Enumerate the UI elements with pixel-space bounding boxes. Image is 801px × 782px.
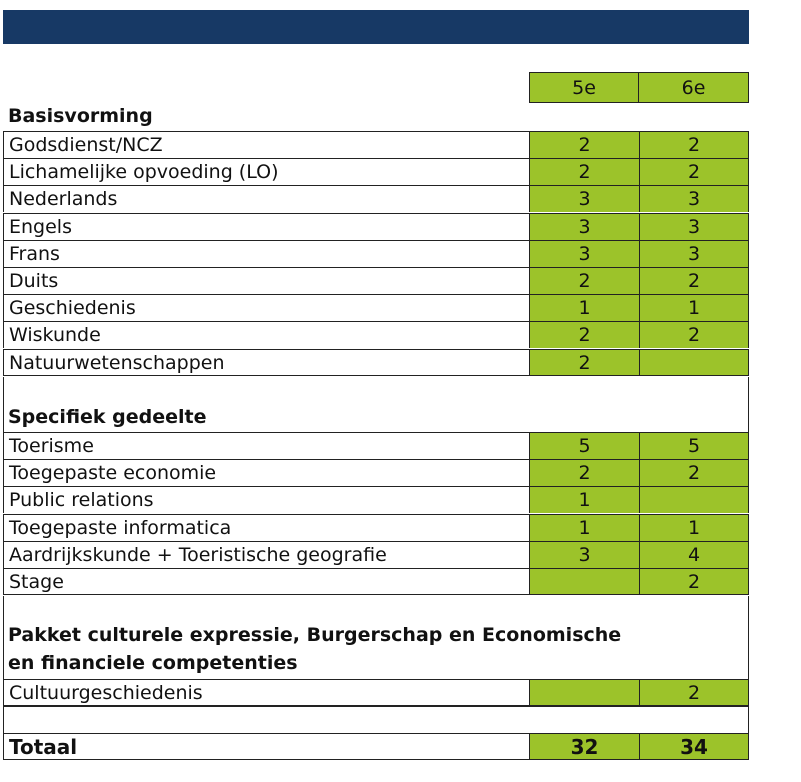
hours-6e: 2 xyxy=(639,679,749,706)
hours-5e: 2 xyxy=(529,267,639,294)
hours-6e: 3 xyxy=(639,213,749,240)
hours-6e: 1 xyxy=(639,514,749,541)
subject-label: Frans xyxy=(3,240,529,267)
subject-label: Engels xyxy=(3,213,529,240)
total-6e: 34 xyxy=(639,733,749,760)
hours-5e: 1 xyxy=(529,294,639,321)
subject-label: Wiskunde xyxy=(3,321,529,348)
hours-6e: 3 xyxy=(639,240,749,267)
section-title-pakket-line2: en financiele competenties xyxy=(8,652,298,674)
hours-6e: 2 xyxy=(639,158,749,185)
table-row xyxy=(3,568,749,595)
hours-6e: 1 xyxy=(639,294,749,321)
subject-label: Cultuurgeschiedenis xyxy=(3,679,529,706)
hours-6e: 2 xyxy=(639,321,749,348)
subject-label: Stage xyxy=(3,568,529,595)
table-row xyxy=(3,213,749,240)
hours-5e xyxy=(529,679,639,706)
table-row xyxy=(3,541,749,568)
hours-5e: 3 xyxy=(529,541,639,568)
column-header-6e: 6e xyxy=(638,72,749,103)
hours-6e: 2 xyxy=(639,267,749,294)
subject-label: Public relations xyxy=(3,486,529,513)
hours-6e: 5 xyxy=(639,432,749,459)
hours-5e: 5 xyxy=(529,432,639,459)
subject-label: Toerisme xyxy=(3,432,529,459)
subject-label: Aardrijkskunde + Toeristische geografie xyxy=(3,541,529,568)
hours-6e: 3 xyxy=(639,185,749,212)
subject-label: Natuurwetenschappen xyxy=(3,349,529,376)
table-row xyxy=(3,158,749,185)
hours-6e: 2 xyxy=(639,459,749,486)
subject-label: Toegepaste economie xyxy=(3,459,529,486)
hours-6e: 2 xyxy=(639,568,749,595)
hours-5e: 3 xyxy=(529,240,639,267)
section-title-specifiek: Specifiek gedeelte xyxy=(8,406,207,428)
subject-label: Geschiedenis xyxy=(3,294,529,321)
empty-row xyxy=(3,706,749,734)
hours-5e: 2 xyxy=(529,349,639,376)
hours-5e: 2 xyxy=(529,131,639,158)
table-row xyxy=(3,514,749,541)
hours-5e: 2 xyxy=(529,459,639,486)
hours-5e: 1 xyxy=(529,514,639,541)
subject-label: Godsdienst/NCZ xyxy=(3,131,529,158)
hours-5e: 2 xyxy=(529,158,639,185)
subject-label: Lichamelijke opvoeding (LO) xyxy=(3,158,529,185)
table-row xyxy=(3,294,749,321)
subject-label: Toegepaste informatica xyxy=(3,514,529,541)
table-row xyxy=(3,679,749,706)
table-row xyxy=(3,486,749,513)
hours-6e xyxy=(639,486,749,513)
header-banner xyxy=(3,10,749,44)
hours-6e xyxy=(639,349,749,376)
table-row xyxy=(3,432,749,459)
total-label: Totaal xyxy=(3,733,529,760)
table-row xyxy=(3,459,749,486)
table-row xyxy=(3,185,749,212)
hours-6e: 4 xyxy=(639,541,749,568)
section-title-basisvorming: Basisvorming xyxy=(8,105,153,127)
table-row xyxy=(3,267,749,294)
hours-5e: 3 xyxy=(529,213,639,240)
subject-label: Nederlands xyxy=(3,185,529,212)
table-row xyxy=(3,321,749,348)
table-row xyxy=(3,349,749,376)
hours-6e: 2 xyxy=(639,131,749,158)
hours-5e xyxy=(529,568,639,595)
hours-5e: 2 xyxy=(529,321,639,348)
total-5e: 32 xyxy=(529,733,639,760)
subject-label: Duits xyxy=(3,267,529,294)
section-title-pakket-line1: Pakket culturele expressie, Burgerschap en Economische xyxy=(8,624,622,646)
column-header-5e: 5e xyxy=(529,72,639,103)
total-row xyxy=(3,733,749,760)
table-row xyxy=(3,240,749,267)
hours-5e: 1 xyxy=(529,486,639,513)
hours-5e: 3 xyxy=(529,185,639,212)
table-row xyxy=(3,131,749,158)
